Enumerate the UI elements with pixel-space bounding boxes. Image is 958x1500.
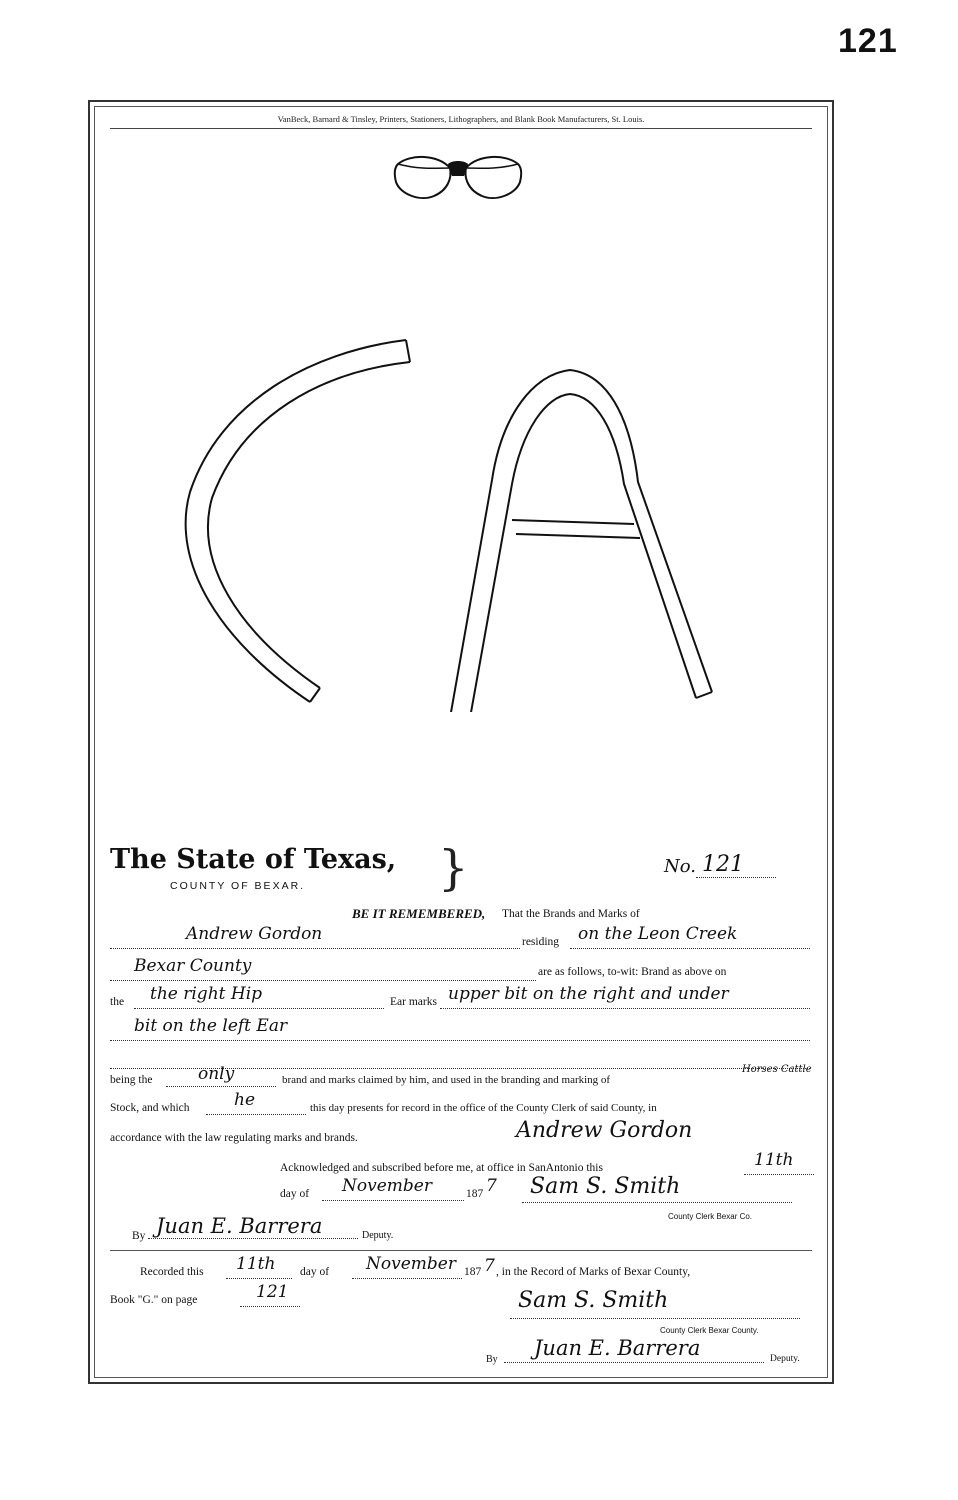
recorded-this: Recorded this — [140, 1266, 204, 1278]
be-it-remembered: BE IT REMEMBERED, — [352, 906, 486, 921]
only-line — [166, 1086, 276, 1087]
residence-line — [570, 948, 810, 949]
rec-day-line — [226, 1278, 292, 1279]
claimed-text: brand and marks claimed by him, and used in the branding and marking of — [282, 1074, 611, 1086]
residing-label: residing — [522, 936, 560, 948]
residence-value: on the Leon Creek — [578, 924, 738, 944]
stock-type: Horses Cattle — [742, 1064, 812, 1075]
ack-year-digit: 7 — [486, 1176, 497, 1196]
brand-record-form — [88, 100, 834, 1384]
clerk-line — [522, 1202, 792, 1203]
brand-letter-a — [450, 370, 712, 712]
county-label: COUNTY OF BEXAR. — [170, 880, 306, 892]
being-the-label: being the — [110, 1074, 153, 1086]
clerk-line-2 — [510, 1318, 800, 1319]
he-line — [206, 1114, 306, 1115]
by-label: By — [132, 1230, 146, 1242]
clerk-title-2: County Clerk Bexar County. — [660, 1326, 759, 1335]
owner-signature: Andrew Gordon — [516, 1118, 693, 1143]
rec-day-of: day of — [300, 1266, 330, 1278]
brand-location: the right Hip — [150, 984, 263, 1004]
book-page: 121 — [256, 1282, 289, 1302]
rec-year-prefix: 187 — [464, 1266, 482, 1278]
ear-marks-line-1 — [440, 1008, 810, 1009]
by-label-2: By — [486, 1354, 498, 1365]
deputy-label-2: Deputy. — [770, 1354, 800, 1364]
record-number-label: No. — [664, 856, 696, 877]
owner-name: Andrew Gordon — [186, 924, 323, 944]
record-number-value: 121 — [702, 852, 744, 877]
that-the-brands: That the Brands and Marks of — [502, 908, 640, 920]
he-value: he — [234, 1090, 256, 1110]
ear-marks-label: Ear marks — [390, 996, 437, 1008]
clerk-signature: Sam S. Smith — [530, 1174, 681, 1199]
deputy-line — [148, 1238, 358, 1239]
brace-glyph: } — [438, 840, 469, 896]
acknowledged-text: Acknowledged and subscribed before me, at office in SanAntonio this — [280, 1162, 603, 1174]
book-label: Book "G." on page — [110, 1294, 198, 1306]
ear-marks-icon — [390, 150, 526, 206]
ack-year-prefix: 187 — [466, 1188, 484, 1200]
page-number: 121 — [838, 22, 898, 60]
are-as-follows: are as follows, to-wit: Brand as above on — [538, 966, 727, 978]
brand-location-line — [134, 1008, 384, 1009]
rec-month-line — [352, 1278, 462, 1279]
record-number-line — [696, 877, 776, 878]
imprint-rule — [110, 128, 812, 129]
clerk-title: County Clerk Bexar Co. — [668, 1212, 753, 1221]
stock-and-which: Stock, and which — [110, 1102, 190, 1114]
page-title: The State of Texas, — [110, 844, 397, 875]
printer-imprint: VanBeck, Barnard & Tinsley, Printers, Stationers, Lithographers, and Blank Book Manufacturers, St. Louis. — [277, 114, 645, 124]
book-page-line — [240, 1306, 300, 1307]
ear-marks-text-1: upper bit on the right and under — [448, 984, 729, 1004]
ear-marks-text-2: bit on the left Ear — [134, 1016, 288, 1036]
brand-letter-c — [186, 340, 410, 702]
rec-day: 11th — [236, 1254, 276, 1274]
residence-county: Bexar County — [134, 956, 252, 976]
day-of-label: day of — [280, 1188, 310, 1200]
ack-month-line — [322, 1200, 464, 1201]
county-line — [110, 980, 536, 981]
only-value: only — [198, 1064, 235, 1084]
in-the-record: , in the Record of Marks of Bexar County, — [496, 1266, 691, 1278]
deputy-line-2 — [504, 1362, 764, 1363]
deputy-signature-2: Juan E. Barrera — [534, 1336, 701, 1360]
owner-line — [110, 948, 520, 949]
ear-marks-line-2 — [110, 1040, 810, 1041]
clerk-signature-2: Sam S. Smith — [518, 1288, 669, 1313]
this-day-text: this day presents for record in the office of the County Clerk of said County, in — [310, 1102, 657, 1114]
ack-day-line — [744, 1174, 814, 1175]
form-inner-border — [94, 106, 828, 1378]
ack-day: 11th — [754, 1150, 794, 1170]
rec-month: November — [366, 1254, 456, 1274]
ack-month: November — [342, 1176, 432, 1196]
accordance-text: accordance with the law regulating marks and brands. — [110, 1132, 358, 1144]
rec-year-digit: 7 — [484, 1256, 495, 1276]
deputy-signature: Juan E. Barrera — [156, 1214, 323, 1238]
deputy-label: Deputy. — [362, 1230, 394, 1241]
section-rule — [110, 1250, 812, 1251]
brand-drawing-ca — [150, 332, 750, 712]
the-label: the — [110, 996, 125, 1008]
